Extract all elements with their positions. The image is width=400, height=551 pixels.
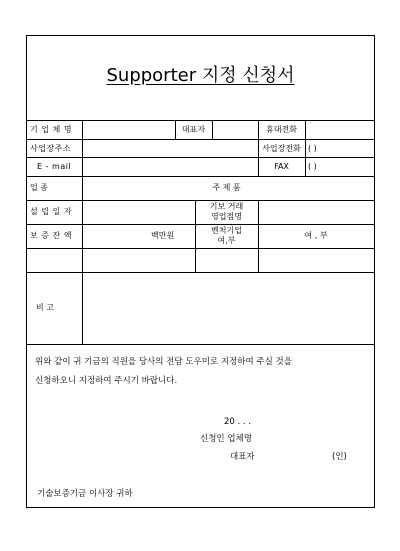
address-field[interactable] [83, 139, 258, 157]
venture-choice[interactable]: 여 , 부 [304, 231, 328, 240]
mobile-label: 휴대전화 [266, 125, 297, 134]
founded-date-field[interactable] [83, 200, 195, 224]
applicant-company-label: 신청인 업체명 [200, 434, 252, 444]
fax-field[interactable]: ( ) [308, 162, 317, 171]
applicant-ceo-label: 대표자 [230, 452, 255, 462]
statement-line-2: 신청하오니 지정하여 주시기 바랍니다. [35, 376, 178, 386]
ceo-label: 대표자 [181, 125, 206, 134]
email-field[interactable] [83, 157, 258, 176]
industry-field[interactable] [83, 176, 195, 200]
addressee: 기술보증기금 이사장 귀하 [37, 489, 133, 499]
venture-label-line1: 벤처기업 [211, 226, 242, 235]
application-form [26, 35, 375, 508]
form-title: Supporter 지정 신청서 [106, 65, 295, 86]
founded-date-label: 설 립 일 자 [30, 207, 73, 216]
fax-label: FAX [274, 162, 289, 171]
remarks-field[interactable] [83, 272, 374, 344]
main-product-label: 주 제 품 [212, 183, 241, 192]
company-name-label: 기 업 체 명 [30, 125, 73, 134]
table-bottom-line [27, 344, 374, 345]
ceo-field[interactable] [213, 120, 258, 139]
seal-mark: (인) [332, 452, 347, 462]
statement-line-1: 위와 같이 귀 기금의 직원을 당사의 전담 도우미로 지정하여 주실 것을 [35, 357, 292, 367]
mobile-field[interactable] [306, 120, 374, 139]
remarks-label: 비 고 [36, 303, 54, 312]
row-divider [27, 248, 374, 249]
prior-business-label-line1: 기보 거래 [209, 202, 244, 211]
prior-business-field[interactable] [259, 200, 374, 224]
industry-label: 업 종 [30, 183, 48, 192]
main-product-field[interactable] [259, 176, 374, 200]
office-phone-field[interactable]: ( ) [308, 144, 317, 153]
address-label: 사업장주소 [30, 144, 72, 153]
office-phone-label: 사업장전화 [262, 144, 301, 153]
guarantee-unit: 백만원 [151, 231, 175, 240]
guarantee-balance-label: 보 증 잔 액 [30, 231, 73, 240]
prior-business-label-line2: 영업점명 [211, 212, 242, 221]
row-divider [27, 224, 374, 225]
email-label: E - mail [37, 162, 72, 171]
company-name-field[interactable] [83, 120, 175, 139]
venture-label-line2: 여,부 [217, 236, 236, 245]
application-date[interactable]: 20 . . . [224, 417, 252, 427]
